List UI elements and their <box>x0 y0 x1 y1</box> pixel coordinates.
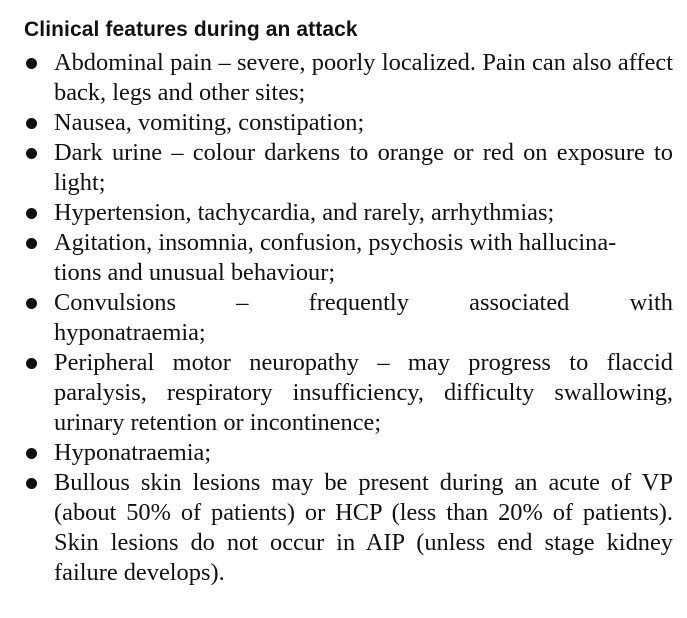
list-item-text: Hypertension, tachycardia, and rarely, arrhythmias; <box>54 199 555 226</box>
word: with <box>629 289 673 316</box>
bullet-icon <box>26 238 37 249</box>
list-item-text: Dark urine – colour darkens to orange or red on exposure to light; <box>54 139 673 196</box>
list-item-text: Abdominal pain – severe, poorly localized. Pain can also affect back, legs and other sites; <box>54 49 673 106</box>
bullet-icon <box>26 148 37 159</box>
list-item-text: Peripheral motor neuropathy – may progress to flaccid paralysis, respiratory insufficiency, difficulty swallowing, urinary retention or incontinence; <box>54 349 673 436</box>
bullet-icon <box>26 118 37 129</box>
list-item-text-line-2: hyponatraemia; <box>54 319 206 346</box>
bullet-icon <box>26 58 37 69</box>
bullet-icon <box>26 448 37 459</box>
bullet-icon <box>26 358 37 369</box>
word: associated <box>469 289 570 316</box>
word: Convulsions <box>54 289 176 316</box>
bullet-icon <box>26 298 37 309</box>
list-item <box>24 48 673 108</box>
list-item <box>24 108 673 138</box>
section-heading: Clinical features during an attack <box>24 18 358 41</box>
list-item-text-line-1 <box>54 288 673 318</box>
list-item-text: Hyponatraemia; <box>54 439 212 466</box>
list-item <box>24 468 673 588</box>
list-item <box>24 198 673 228</box>
bullet-icon <box>26 208 37 219</box>
list-item <box>24 288 673 348</box>
list-item <box>24 438 673 468</box>
list-item-text-line-1: Agitation, insomnia, confusion, psychosis with hallucina- <box>54 229 617 256</box>
list-item <box>24 228 673 288</box>
bullet-icon <box>26 478 37 489</box>
list-item-text-line-2: tions and unusual behaviour; <box>54 259 336 286</box>
word: frequently <box>308 289 409 316</box>
clinical-features-list <box>24 48 673 588</box>
list-item-text: Nausea, vomiting, constipation; <box>54 109 365 136</box>
word: – <box>236 289 249 316</box>
list-item-text: Bullous skin lesions may be present during an acute of VP (about 50% of patients) or HCP (less than 20% of patients). Skin lesions do not occur in AIP (unless end stage kidney failure develops). <box>54 469 673 586</box>
list-item <box>24 138 673 198</box>
list-item <box>24 348 673 438</box>
